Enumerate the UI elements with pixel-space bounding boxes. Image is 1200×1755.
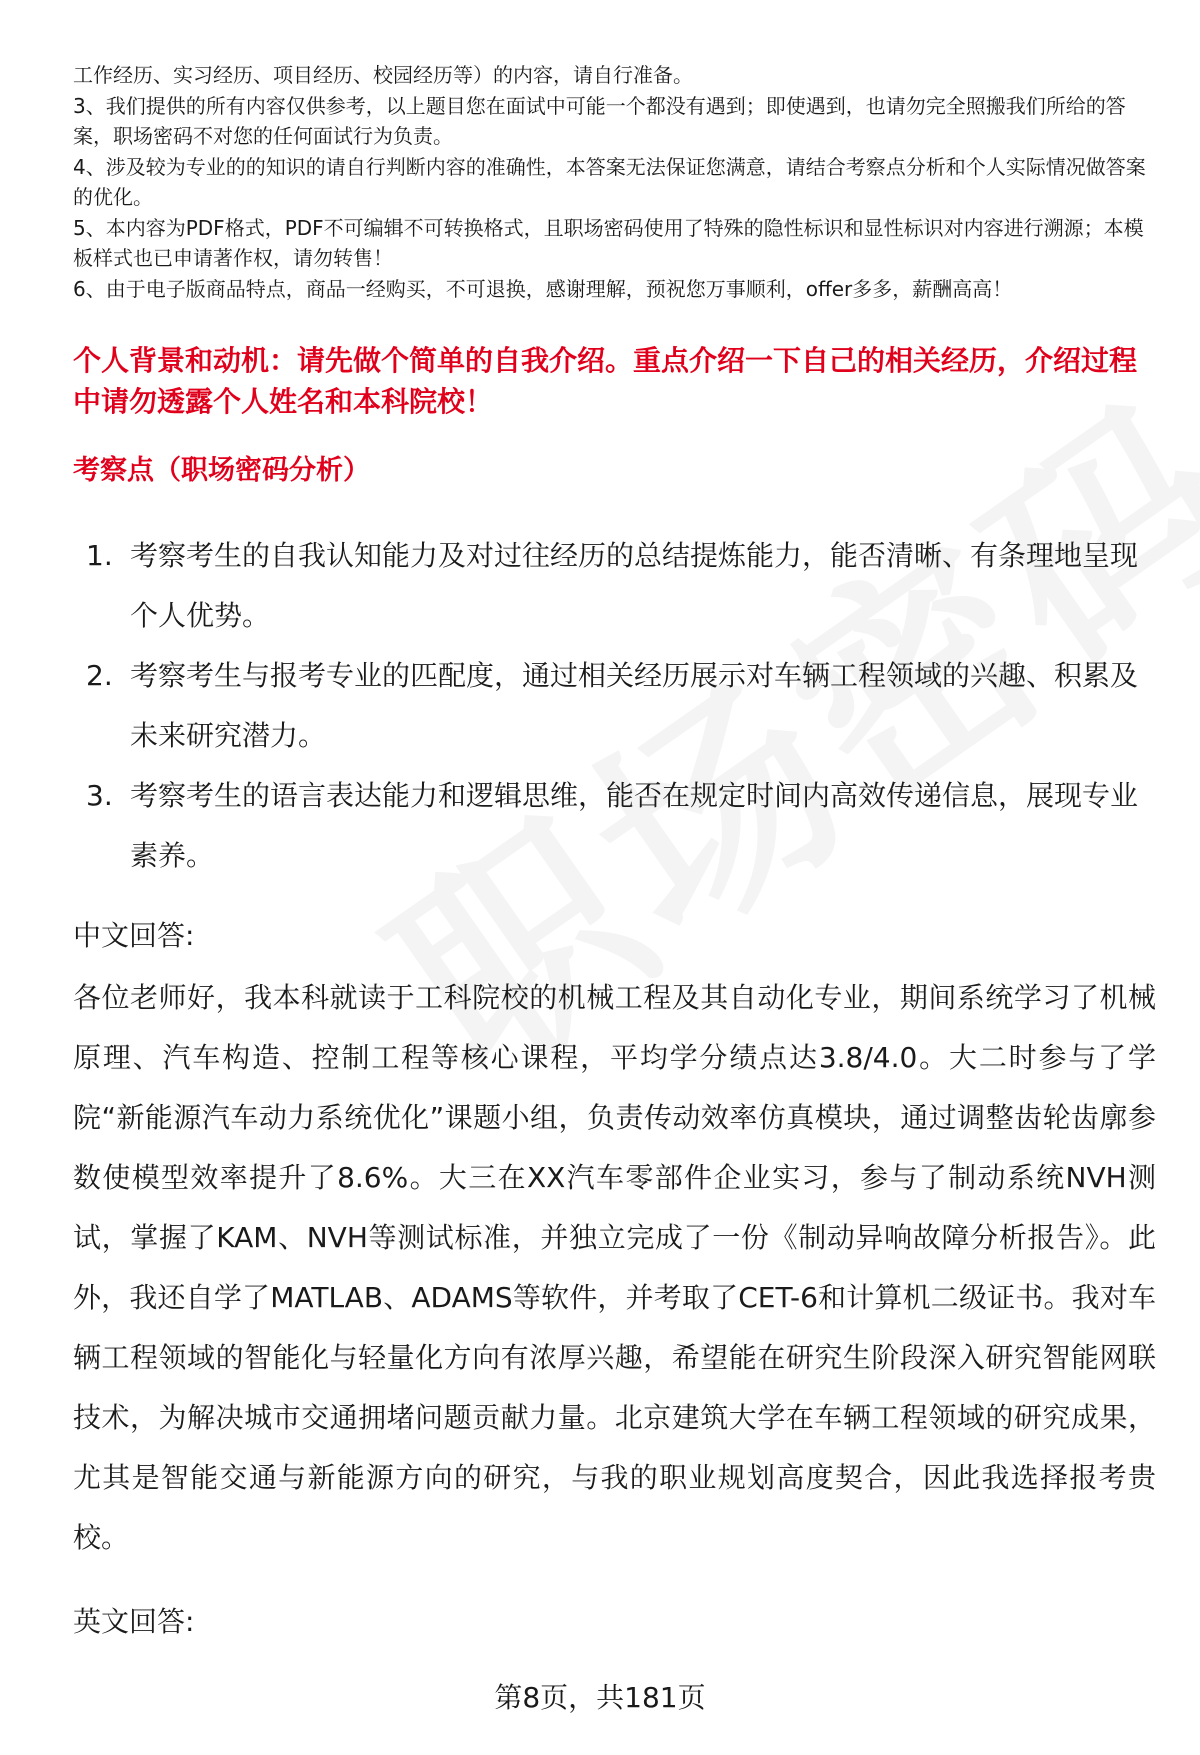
list-item [80, 646, 1160, 766]
list-number: 1. [86, 539, 113, 572]
list-number: 2. [86, 659, 113, 692]
note-line: 4、涉及较为专业的的知识的请自行判断内容的准确性，本答案无法保证您满意，请结合考察点分析和个人实际情况做答案的优化。 [73, 154, 1146, 209]
list-item [80, 766, 1160, 886]
list-item [80, 526, 1160, 646]
notes-section [73, 60, 1163, 304]
english-answer-label: 英文回答: [73, 1605, 195, 1638]
chinese-answer-label: 中文回答: [73, 919, 195, 952]
note-line: 工作经历、实习经历、项目经历、校园经历等）的内容，请自行准备。 [73, 63, 693, 87]
note-line: 6、由于电子版商品特点，商品一经购买，不可退换，感谢理解，预祝您万事顺利，offer多多，薪酬高高！ [73, 276, 1013, 301]
list-number: 3. [86, 779, 113, 812]
chinese-answer-text: 各位老师好，我本科就读于工科院校的机械工程及其自动化专业，期间系统学习了机械原理、汽车构造、控制工程等核心课程，平均学分绩点达3.8/4.0。大二时参与了学院“新能源汽车动力系统优化”课题小组，负责传动效率仿真模块，通过调整齿轮齿廓参数使模型效率提升了8.6%。大三在XX汽车零部件企业实习，参与了制动系统NVH测试，掌握了KAM、NVH等测试标准，并独立完成了一份《制动异响故障分析报告》。此外，我还自学了MATLAB、ADAMS等软件，并考取了CET-6和计算机二级证书。我对车辆工程领域的智能化与轻量化方向有浓厚兴趣，希望能在研究生阶段深入研究智能网联技术，为解决城市交通拥堵问题贡献力量。北京建筑大学在车辆工程领域的研究成果，尤其是智能交通与新能源方向的研究，与我的职业规划高度契合，因此我选择报考贵校。 [73, 981, 1156, 1554]
list-text: 考察考生与报考专业的匹配度，通过相关经历展示对车辆工程领域的兴趣、积累及未来研究潜力。 [130, 659, 1139, 752]
page-footer: 第8页，共181页 [494, 1681, 706, 1714]
note-line: 3、我们提供的所有内容仅供参考，以上题目您在面试中可能一个都没有遇到；即使遇到，也请勿完全照搬我们所给的答案，职场密码不对您的任何面试行为负责。 [73, 93, 1126, 148]
analysis-title: 考察点（职场密码分析） [73, 455, 370, 486]
analysis-points [80, 526, 1160, 886]
list-text: 考察考生的自我认知能力及对过往经历的总结提炼能力，能否清晰、有条理地呈现个人优势。 [130, 539, 1139, 632]
note-line: 5、本内容为PDF格式，PDF不可编辑不可转换格式，且职场密码使用了特殊的隐性标识和显性标识对内容进行溯源；本模板样式也已申请著作权，请勿转售！ [73, 215, 1144, 270]
question-heading: 个人背景和动机：请先做个简单的自我介绍。重点介绍一下自己的相关经历，介绍过程中请勿透露个人姓名和本科院校！ [73, 344, 1138, 418]
list-text: 考察考生的语言表达能力和逻辑思维，能否在规定时间内高效传递信息，展现专业素养。 [130, 779, 1139, 872]
